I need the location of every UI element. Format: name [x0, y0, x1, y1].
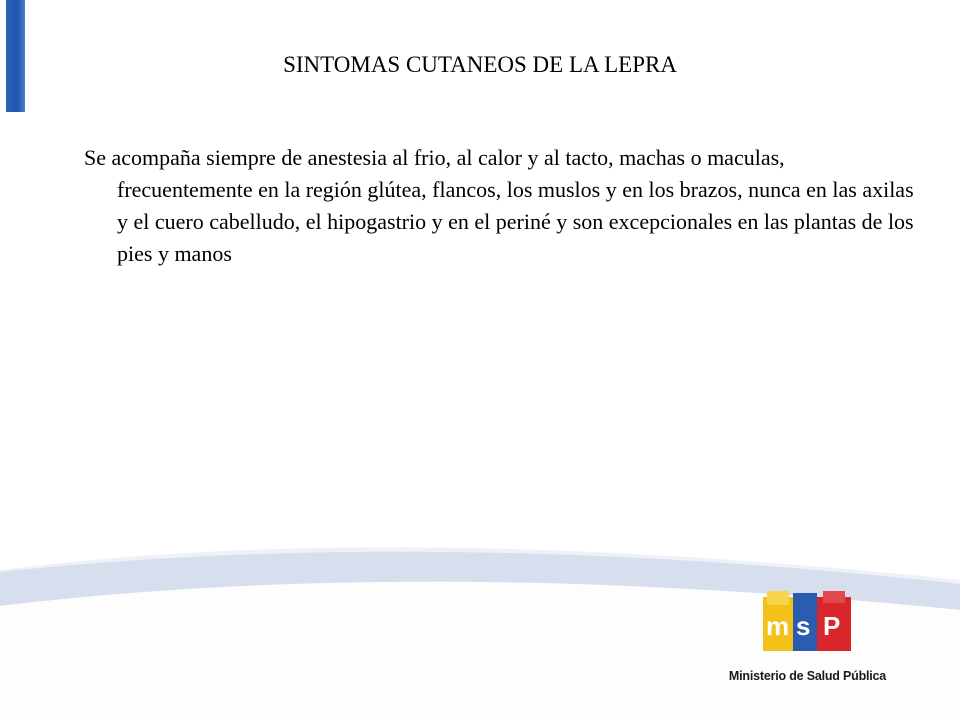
slide-title: SINTOMAS CUTANEOS DE LA LEPRA [283, 52, 677, 77]
svg-text:s: s [796, 611, 811, 641]
msp-logo-mark [763, 589, 853, 655]
msp-logo [725, 585, 890, 690]
svg-text:P: P [823, 611, 841, 641]
svg-text:m: m [766, 611, 790, 641]
logo-caption: Ministerio de Salud Pública [728, 669, 887, 683]
slide-body-text: Se acompaña siempre de anestesia al frio, al calor y al tacto, machas o maculas, frecuentemente en la región glútea, flancos, los muslos y en los brazos, nunca en las axilas y el cuero cabelludo, el hipogastrio y en el periné y son excepcionales en las plantas de los pies y manos [84, 145, 914, 266]
